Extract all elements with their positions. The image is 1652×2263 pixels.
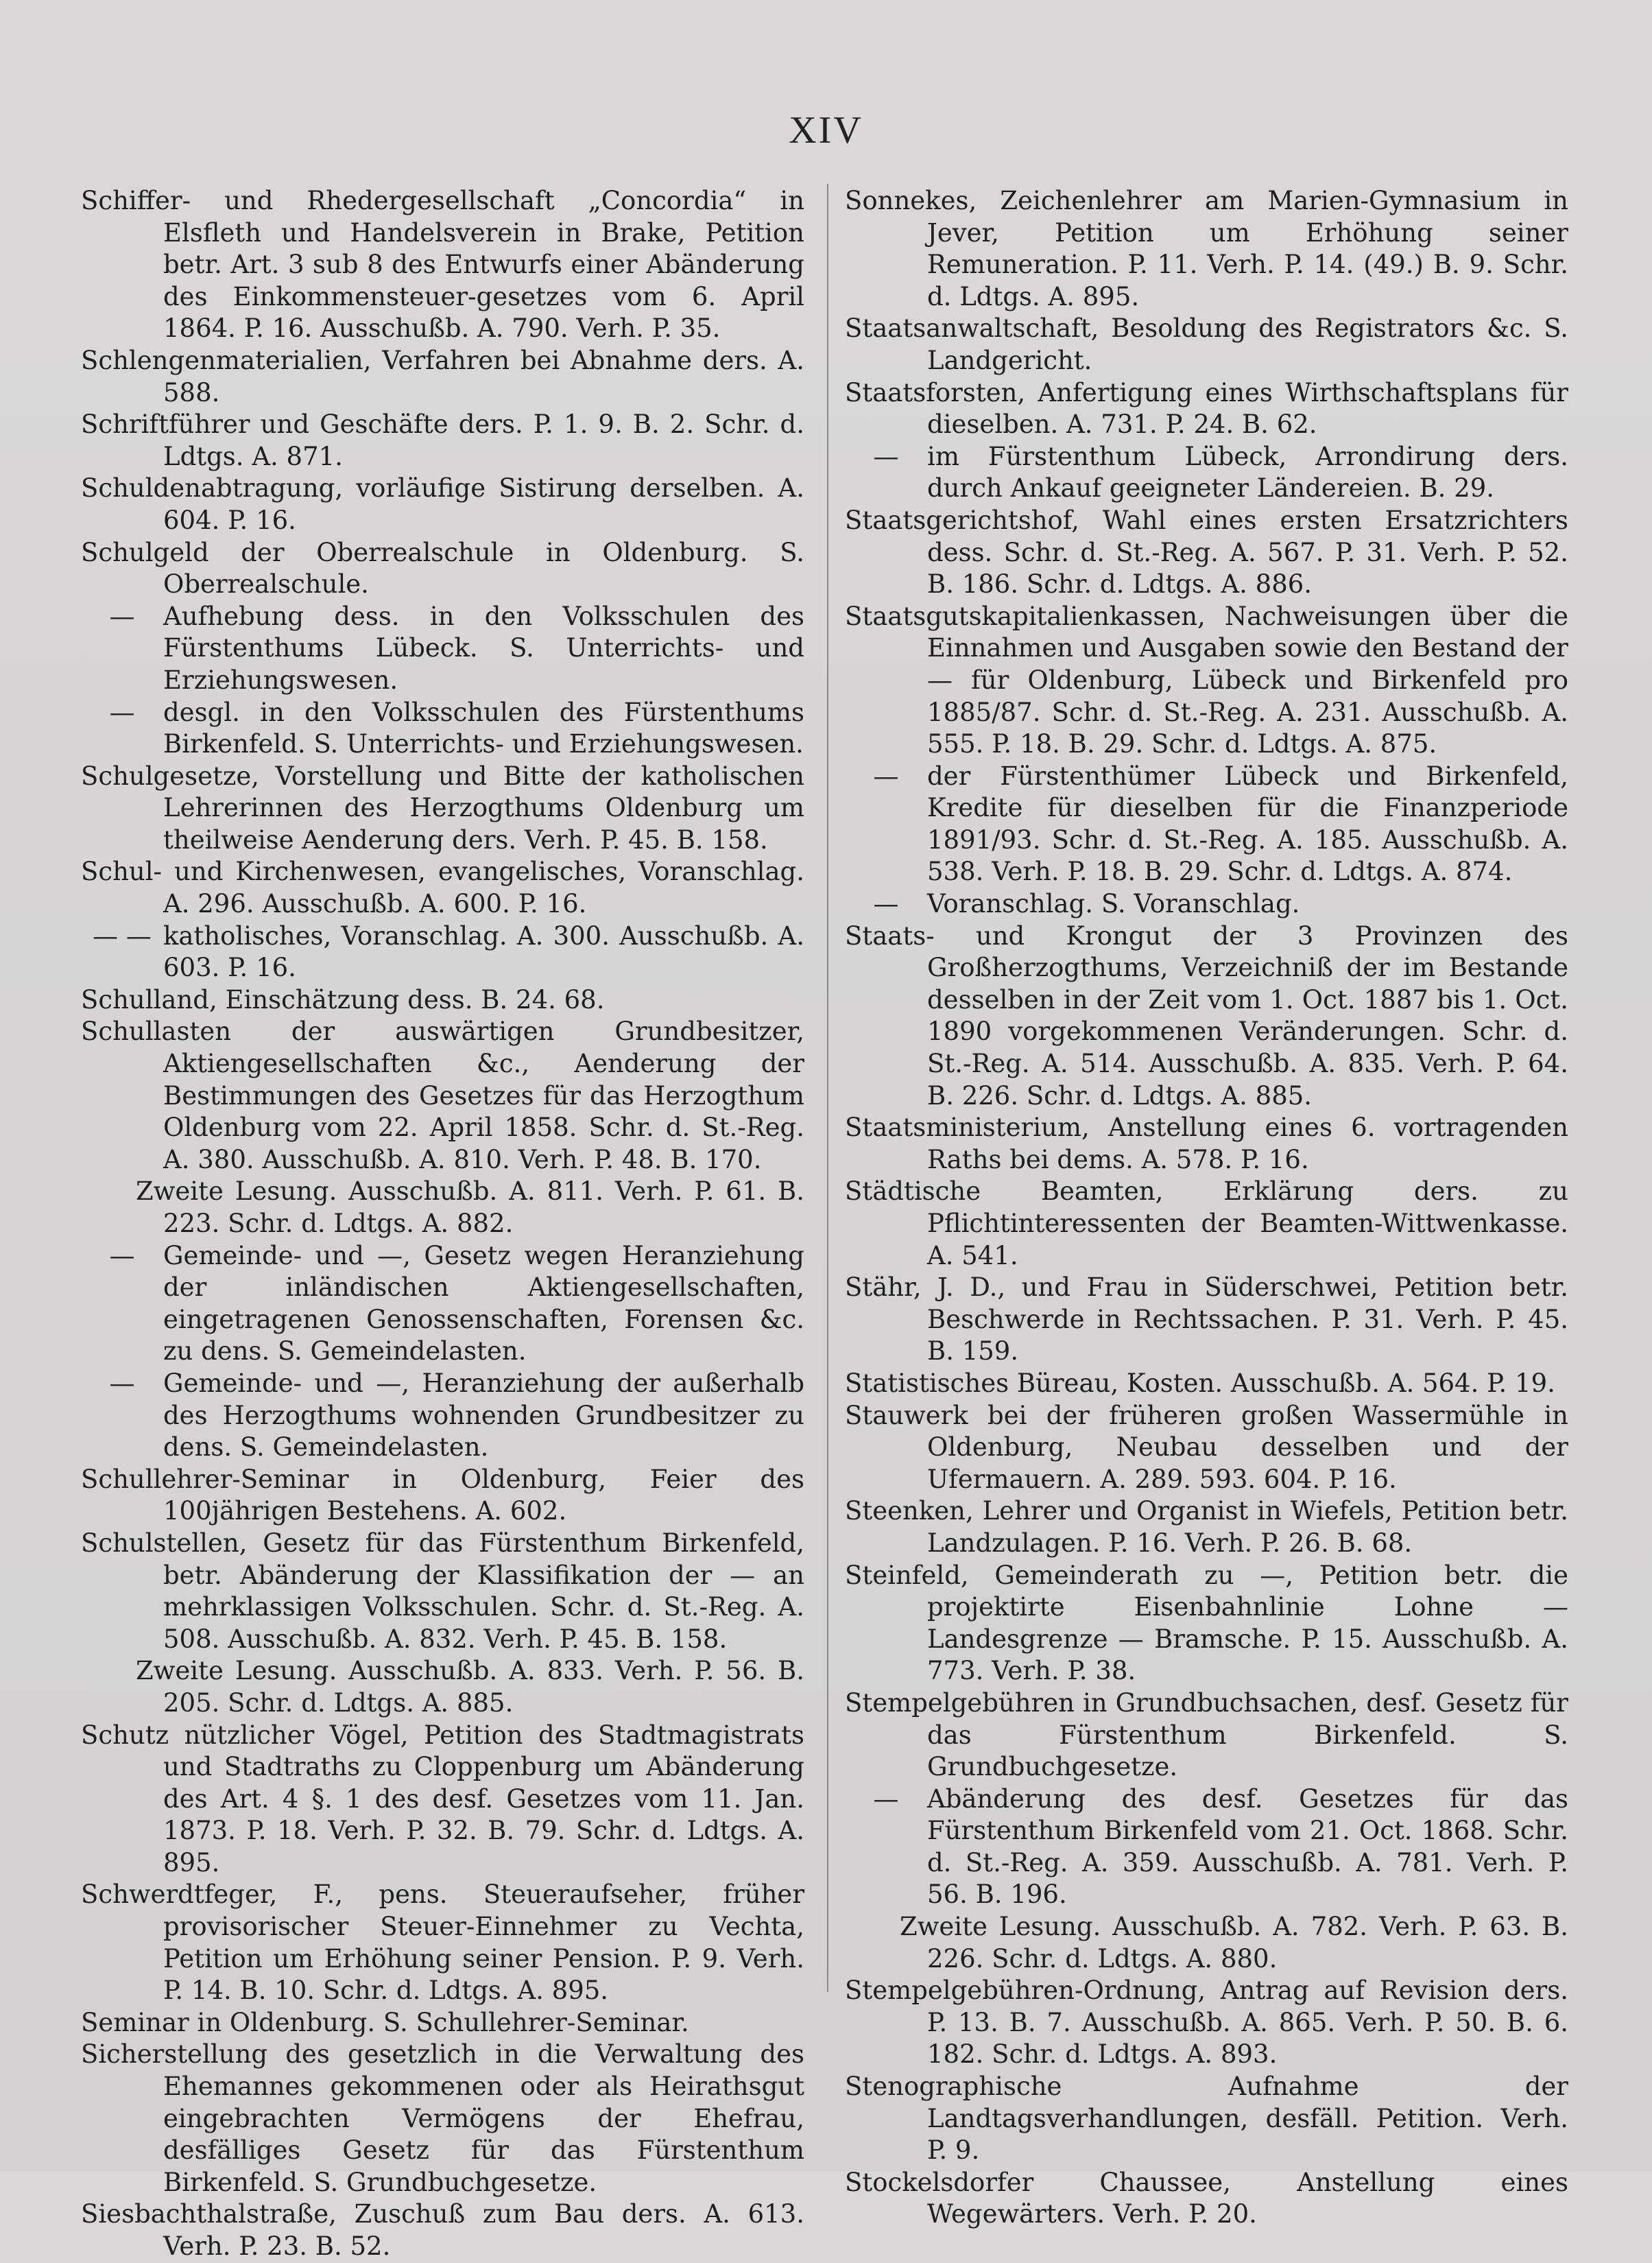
index-entry: Schul- und Kirchenwesen, evangelisches, Voranschlag. A. 296. Ausschußb. A. 600. P. 16. [81,857,804,919]
index-entry: Schulgesetze, Vorstellung und Bitte der katholischen Lehrerinnen des Herzogthums Oldenburg um theilweise Aenderung ders. Verh. P. 45. B. 158. [81,761,804,855]
subentry-text: Abänderung des desf. Gesetzes für das Fürstenthum Birkenfeld vom 21. Oct. 1868. Schr. d. St.-Reg. A. 359. Ausschußb. A. 781. Verh. P. 56. B. 196. [927,1784,1568,1910]
index-continuation: Zweite Lesung. Ausschußb. A. 811. Verh. P. 61. B. 223. Schr. d. Ldtgs. A. 882. [136,1176,804,1238]
index-subentry [845,1784,1568,1911]
index-entry: Steinfeld, Gemeinderath zu —, Petition betr. die projektirte Eisenbahnlinie Lohne — Landesgrenze — Bramsche. P. 15. Ausschußb. A. 773. Verh. P. 38. [845,1560,1568,1686]
index-column-right [845,185,1568,2231]
subentry-text: im Fürstenthum Lübeck, Arrondirung ders. durch Ankauf geeigneter Ländereien. B. 29. [927,441,1568,503]
index-entry: Schuldenabtragung, vorläufige Sistirung derselben. A. 604. P. 16. [81,473,804,535]
index-entry: Staatsanwaltschaft, Besoldung des Registrators &c. S. Landgericht. [845,313,1568,375]
index-entry: Stempelgebühren in Grundbuchsachen, desf. Gesetz für das Fürstenthum Birkenfeld. S. Grundbuchgesetze. [845,1687,1568,1782]
subentry-text: Voranschlag. S. Voranschlag. [927,889,1300,919]
index-entry: Staatsgutskapitalienkassen, Nachweisungen über die Einnahmen und Ausgaben sowie den Bestand der — für Oldenburg, Lübeck und Birkenfeld pro 1885/87. Schr. d. St.-Reg. A. 231. Ausschußb. A. 555. P. 18. B. 29. Schr. d. Ldtgs. A. 875. [845,601,1568,759]
index-subentry [81,601,804,697]
subentry-text: Gemeinde- und —, Heranziehung der außerhalb des Herzogthums wohnenden Grundbesitzer zu dens. S. Gemeindelasten. [163,1368,804,1462]
index-entry: Stähr, J. D., und Frau in Süderschwei, Petition betr. Beschwerde in Rechtssachen. P. 31. Verh. P. 45. B. 159. [845,1272,1568,1366]
index-entry: Städtische Beamten, Erklärung ders. zu Pflichtinteressenten der Beamten-Wittwenkasse. A. 541. [845,1176,1568,1270]
subentry-dash: — [873,889,899,919]
index-entry: Stockelsdorfer Chaussee, Anstellung eines Wegewärters. Verh. P. 20. [845,2167,1568,2229]
index-entry: Schutz nützlicher Vögel, Petition des Stadtmagistrats und Stadtraths zu Cloppenburg um Abänderung des Art. 4 §. 1 des desf. Gesetzes vom 11. Jan. 1873. P. 18. Verh. P. 32. B. 79. Schr. d. Ldtgs. A. 895. [81,1720,804,1877]
index-entry: Schriftführer und Geschäfte ders. P. 1. 9. B. 2. Schr. d. Ldtgs. A. 871. [81,410,804,471]
index-subentry [81,1240,804,1368]
subentry-text: Gemeinde- und —, Gesetz wegen Heranziehung der inländischen Aktiengesellschaften, eingetragenen Genossenschaften, Forensen &c. zu dens. S. Gemeindelasten. [163,1240,804,1366]
index-entry: Schullasten der auswärtigen Grundbesitzer, Aktiengesellschaften &c., Aenderung der Bestimmungen des Gesetzes für das Herzogthum Oldenburg vom 22. April 1858. Schr. d. St.-Reg. A. 380. Ausschußb. A. 810. Verh. P. 48. B. 170. [81,1017,804,1174]
index-entry: Stenographische Aufnahme der Landtagsverhandlungen, desfäll. Petition. Verh. P. 9. [845,2072,1568,2166]
subentry-dash: — [109,601,135,631]
index-entry: Staats- und Krongut der 3 Provinzen des Großherzogthums, Verzeichniß der im Bestande desselben in der Zeit vom 1. Oct. 1887 bis 1. Oct. 1890 vorgekommenen Veränderungen. Schr. d. St.-Reg. A. 514. Ausschußb. A. 835. Verh. P. 64. B. 226. Schr. d. Ldtgs. A. 885. [845,921,1568,1111]
subentry-dash: — — [93,921,152,951]
index-entry: Staatsgerichtshof, Wahl eines ersten Ersatzrichters dess. Schr. d. St.-Reg. A. 567. P. 31. Verh. P. 52. B. 186. Schr. d. Ldtgs. A. 886. [845,505,1568,600]
index-continuation: Zweite Lesung. Ausschußb. A. 782. Verh. P. 63. B. 226. Schr. d. Ldtgs. A. 880. [900,1912,1568,1974]
subentry-text: der Fürstenthümer Lübeck und Birkenfeld, Kredite für dieselben für die Finanzperiode 1891/93. Schr. d. St.-Reg. A. 185. Ausschußb. A. 538. Verh. P. 18. B. 29. Schr. d. Ldtgs. A. 874. [927,761,1568,887]
subentry-text: katholisches, Voranschlag. A. 300. Ausschußb. A. 603. P. 16. [163,921,804,983]
index-entry: Stempelgebühren-Ordnung, Antrag auf Revision ders. P. 13. B. 7. Ausschußb. A. 865. Verh. P. 50. B. 6. 182. Schr. d. Ldtgs. A. 893. [845,1976,1568,2070]
index-entry: Schullehrer-Seminar in Oldenburg, Feier des 100jährigen Bestehens. A. 602. [81,1464,804,1526]
subentry-dash: — [873,761,899,791]
subentry-dash: — [109,1368,135,1398]
index-entry: Schiffer- und Rhedergesellschaft „Concordia“ in Elsfleth und Handelsverein in Brake, Petition betr. Art. 3 sub 8 des Entwurfs einer Abänderung des Einkommensteuer-gesetzes vom 6. April 1864. P. 16. Ausschußb. A. 790. Verh. P. 35. [81,186,804,344]
index-entry: Schulland, Einschätzung dess. B. 24. 68. [81,984,605,1015]
index-entry: Schlengenmaterialien, Verfahren bei Abnahme ders. A. 588. [81,345,804,407]
index-subentry [845,888,1568,921]
index-entry: Seminar in Oldenburg. S. Schullehrer-Seminar. [81,2007,689,2037]
index-column-left [81,185,804,2263]
column-divider [827,184,828,1992]
index-continuation: Zweite Lesung. Ausschußb. A. 833. Verh. P. 56. B. 205. Schr. d. Ldtgs. A. 885. [136,1656,804,1718]
subentry-dash: — [873,1784,899,1814]
subentry-text: Aufhebung dess. in den Volksschulen des Fürstenthums Lübeck. S. Unterrichts- und Erziehungswesen. [163,601,804,695]
subentry-dash: — [873,441,899,471]
index-subentry [845,441,1568,505]
index-entry: Schulstellen, Gesetz für das Fürstenthum Birkenfeld, betr. Abänderung der Klassifikation der — an mehrklassigen Volksschulen. Schr. d. St.-Reg. A. 508. Ausschußb. A. 832. Verh. P. 45. B. 158. [81,1528,804,1654]
index-entry: Staatsforsten, Anfertigung eines Wirthschaftsplans für dieselben. A. 731. P. 24. B. 62. [845,377,1568,440]
index-subentry [845,761,1568,888]
index-entry: Staatsministerium, Anstellung eines 6. vortragenden Raths bei dems. A. 578. P. 16. [845,1113,1568,1174]
index-subentry [81,921,804,984]
index-subentry [81,1368,804,1464]
index-entry: Schwerdtfeger, F., pens. Steueraufseher, früher provisorischer Steuer-Einnehmer zu Vechta, Petition um Erhöhung seiner Pension. P. 9. Verh. P. 14. B. 10. Schr. d. Ldtgs. A. 895. [81,1880,804,2006]
index-entry: Sicherstellung des gesetzlich in die Verwaltung des Ehemannes gekommenen oder als Heirathsgut eingebrachten Vermögens der Ehefrau, desfälliges Gesetz für das Fürstenthum Birkenfeld. S. Grundbuchgesetze. [81,2039,804,2197]
subentry-text: desgl. in den Volksschulen des Fürstenthums Birkenfeld. S. Unterrichts- und Erziehungswesen. [163,697,804,759]
index-entry: Stauwerk bei der früheren großen Wassermühle in Oldenburg, Neubau desselben und der Ufermauern. A. 289. 593. 604. P. 16. [845,1400,1568,1494]
index-entry: Schulgeld der Oberrealschule in Oldenburg. S. Oberrealschule. [81,537,804,600]
page-number: XIV [789,109,863,152]
index-entry: Steenken, Lehrer und Organist in Wiefels, Petition betr. Landzulagen. P. 16. Verh. P. 26. B. 68. [845,1496,1568,1558]
index-subentry [81,697,804,761]
index-entry: Sonnekes, Zeichenlehrer am Marien-Gymnasium in Jever, Petition um Erhöhung seiner Remuneration. P. 11. Verh. P. 14. (49.) B. 9. Schr. d. Ldtgs. A. 895. [845,186,1568,311]
index-entry: Statistisches Büreau, Kosten. Ausschußb. A. 564. P. 19. [845,1368,1555,1398]
subentry-dash: — [109,1240,135,1270]
subentry-dash: — [109,697,135,727]
index-entry: Siesbachthalstraße, Zuschuß zum Bau ders. A. 613. Verh. P. 23. B. 52. [81,2199,804,2261]
